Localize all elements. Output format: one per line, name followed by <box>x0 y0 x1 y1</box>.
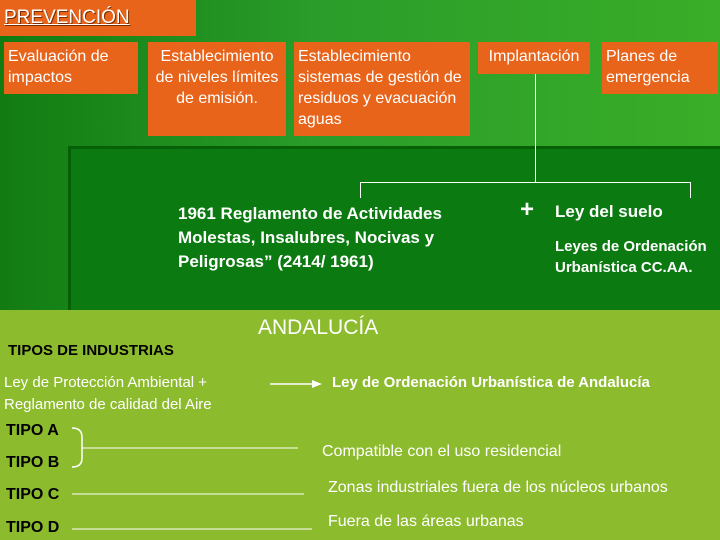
box-emission-limits: Establecimiento de niveles límites de emisión. <box>148 42 286 136</box>
type-c: TIPO C <box>6 486 60 503</box>
arrow-head <box>312 380 322 388</box>
soil-law: Ley del suelo <box>555 202 663 221</box>
industry-types-heading: TIPOS DE INDUSTRIAS <box>8 342 174 359</box>
env-protection-law: Ley de Protección Ambiental + Reglamento de calidad del Aire <box>4 374 212 413</box>
region-andalucia: ANDALUCÍA <box>258 316 379 339</box>
page-title: PREVENCIÓN <box>0 0 196 36</box>
box-impact-evaluation: Evaluación de impactos <box>4 42 138 94</box>
desc-industrial-zones: Zonas industriales fuera de los núcleos urbanos <box>328 479 668 496</box>
types-ab-bracket <box>72 428 82 467</box>
desc-outside-urban: Fuera de las áreas urbanas <box>328 513 524 530</box>
box-waste-management: Establecimiento sistemas de gestión de residuos y evacuación aguas <box>294 42 470 136</box>
type-a: TIPO A <box>6 422 59 439</box>
type-d: TIPO D <box>6 519 60 536</box>
desc-compatible-residential: Compatible con el uso residencial <box>322 443 562 460</box>
urban-laws-regions: Leyes de Ordenación Urbanística CC.AA. <box>555 238 707 276</box>
box-implementation: Implantación <box>478 42 590 74</box>
plus-sign: + <box>520 196 535 223</box>
andalucia-urban-law: Ley de Ordenación Urbanística de Andalucía <box>332 374 650 391</box>
box-emergency-plans: Planes de emergencia <box>602 42 718 94</box>
regulation-1961: 1961 Reglamento de Actividades Molestas, Insalubres, Nocivas y Peligrosas” (2414/ 1961) <box>178 204 442 271</box>
type-b: TIPO B <box>6 454 60 471</box>
